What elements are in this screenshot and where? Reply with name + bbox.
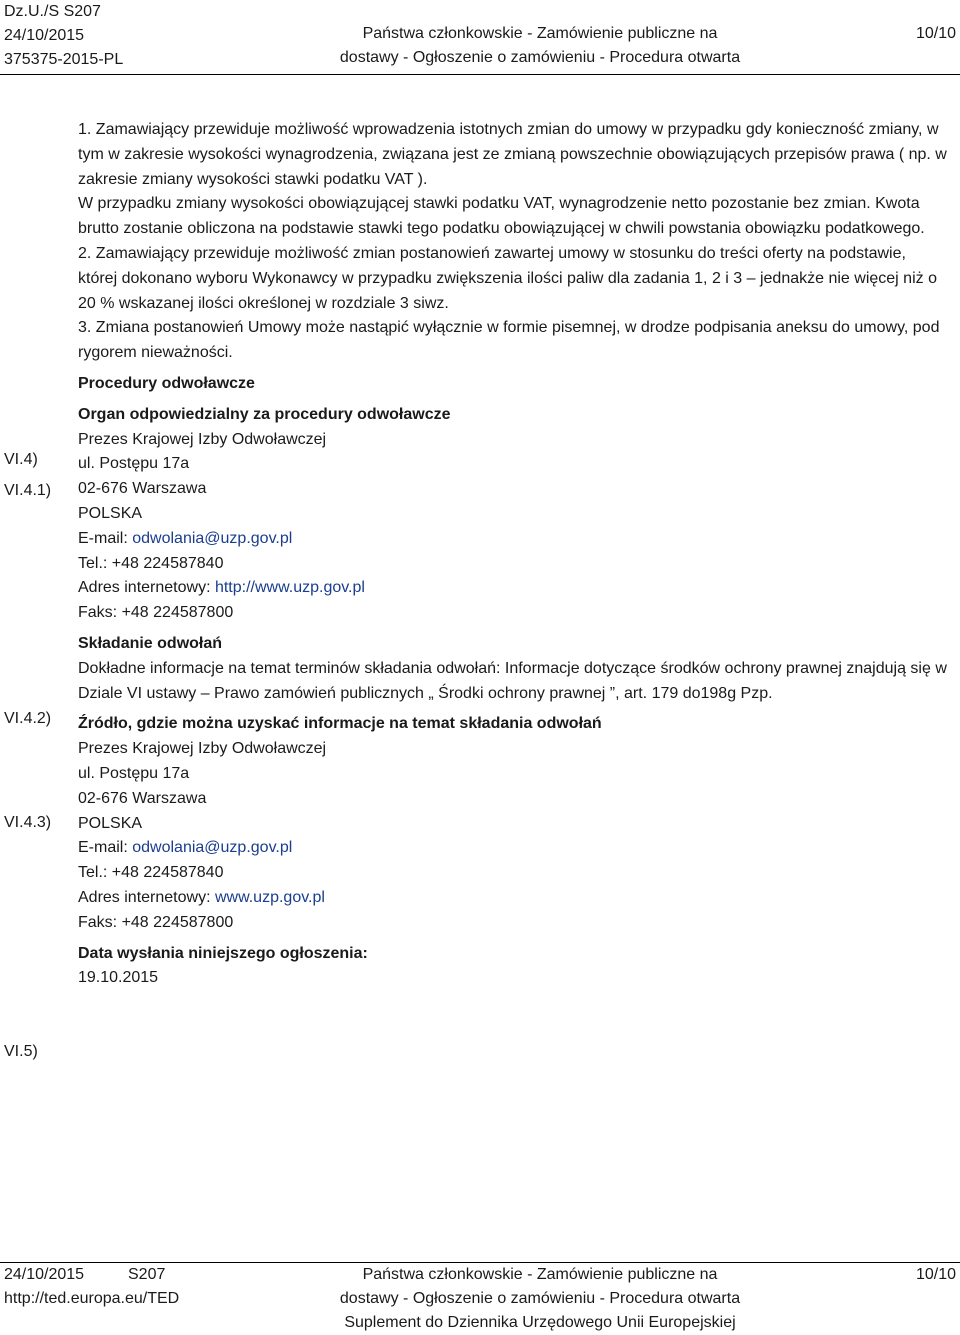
email-label: E-mail: xyxy=(78,839,133,857)
footer-title-line2: dostawy - Ogłoszenie o zamówieniu - Procedura otwarta xyxy=(339,1290,741,1307)
header-date: 24/10/2015 xyxy=(4,27,85,44)
section-label-vi41: VI.4.1) xyxy=(4,482,52,499)
document-body xyxy=(78,118,948,991)
tel-label: Tel.: xyxy=(78,554,112,572)
web-label: Adres internetowy: xyxy=(78,888,215,906)
footer-s207: S207 xyxy=(128,1266,166,1283)
vi5-date: 19.10.2015 xyxy=(78,969,159,987)
vi43-email-link[interactable]: odwolania@uzp.gov.pl xyxy=(132,839,293,857)
web-label: Adres internetowy: xyxy=(78,579,215,597)
vi43-heading: Źródło, gdzie można uzyskać informacje na temat składania odwołań xyxy=(78,715,602,733)
vi41-heading: Organ odpowiedzialny za procedury odwoławcze xyxy=(78,405,451,423)
footer-url: http://ted.europa.eu/TED xyxy=(4,1290,180,1307)
vi42-text: Dokładne informacje na temat terminów składania odwołań: Informacje dotyczące środków ochrony prawnej znajdują się w Dziale VI ustawy – Prawo zamówień publicznych „ Środki ochrony prawnej ”, art. 179 do198g Pzp. xyxy=(78,659,947,702)
vi41-email-link[interactable]: odwolania@uzp.gov.pl xyxy=(132,529,293,547)
page-footer xyxy=(0,1263,960,1334)
footer-date: 24/10/2015 xyxy=(4,1266,85,1283)
vi41-web-link[interactable]: http://www.uzp.gov.pl xyxy=(214,579,365,597)
footer-title xyxy=(260,1263,820,1335)
section-label-vi5: VI.5) xyxy=(4,1043,38,1060)
intro-paragraph-2: W przypadku zmiany wysokości obowiązującej stawki podatku VAT, wynagrodzenie netto pozostanie bez zmian. Kwota brutto zostanie obliczona na podstawie stawki tego podatku obowiązującej w chwili powstania obowiązku podatkowego. xyxy=(78,195,925,238)
vi43-tel-value: +48 224587840 xyxy=(111,864,224,882)
header-left xyxy=(4,0,123,72)
vi5-heading: Data wysłania niniejszego ogłoszenia: xyxy=(78,944,368,962)
vi41-street: ul. Postępu 17a xyxy=(78,455,190,473)
email-label: E-mail: xyxy=(78,529,133,547)
vi43-name: Prezes Krajowej Izby Odwoławczej xyxy=(78,740,327,758)
vi41-country: POLSKA xyxy=(78,504,143,522)
header-title-line1: Państwa członkowskie - Zamówienie publiczne na xyxy=(362,25,718,42)
page-header xyxy=(0,0,960,74)
vi43-fax-row xyxy=(78,911,948,936)
vi41-tel-value: +48 224587840 xyxy=(111,554,224,572)
header-page-number: 10/10 xyxy=(915,25,956,42)
vi43-tel-row xyxy=(78,861,948,886)
vi41-fax-value: +48 224587800 xyxy=(121,604,234,622)
section-label-vi42: VI.4.2) xyxy=(4,710,52,727)
section-label-vi4: VI.4) xyxy=(4,451,38,468)
header-title xyxy=(260,22,820,70)
vi42-heading: Składanie odwołań xyxy=(78,634,223,652)
footer-title-line3: Suplement do Dziennika Urzędowego Unii Europejskiej xyxy=(344,1314,736,1331)
vi43-web-link[interactable]: www.uzp.gov.pl xyxy=(214,888,325,906)
vi41-web-row xyxy=(78,576,948,601)
vi41-fax-row xyxy=(78,601,948,626)
vi43-web-row xyxy=(78,886,948,911)
intro-paragraph-1: 1. Zamawiający przewiduje możliwość wprowadzenia istotnych zmian do umowy w przypadku gdy konieczność zmiany, w tym w zakresie wysokości wynagrodzenia, związana jest ze zmianą powszechnie obowiązujących przepisów prawa ( np. w zakresie zmiany wysokości stawki podatku VAT ). xyxy=(78,121,947,188)
section-label-vi43: VI.4.3) xyxy=(4,814,52,831)
fax-label: Faks: xyxy=(78,604,122,622)
header-doc-id: 375375-2015-PL xyxy=(4,51,124,68)
footer-title-line1: Państwa członkowskie - Zamówienie publiczne na xyxy=(362,1266,718,1283)
vi43-email-row xyxy=(78,836,948,861)
footer-page-number: 10/10 xyxy=(915,1266,956,1283)
header-journal-ref: Dz.U./S S207 xyxy=(4,3,101,20)
footer-left xyxy=(4,1263,179,1311)
vi43-fax-value: +48 224587800 xyxy=(121,913,234,931)
vi43-country: POLSKA xyxy=(78,814,143,832)
vi43-street: ul. Postępu 17a xyxy=(78,764,190,782)
vi41-city: 02-676 Warszawa xyxy=(78,480,207,498)
vi4-heading: Procedury odwoławcze xyxy=(78,374,255,392)
vi41-email-row xyxy=(78,527,948,552)
vi41-name: Prezes Krajowej Izby Odwoławczej xyxy=(78,430,327,448)
vi41-tel-row xyxy=(78,552,948,577)
fax-label: Faks: xyxy=(78,913,122,931)
tel-label: Tel.: xyxy=(78,864,112,882)
intro-paragraph-4: 3. Zmiana postanowień Umowy może nastąpić wyłącznie w formie pisemnej, w drodze podpisania aneksu do umowy, pod rygorem nieważności. xyxy=(78,319,940,362)
vi43-city: 02-676 Warszawa xyxy=(78,789,207,807)
header-divider xyxy=(0,74,960,75)
header-title-line2: dostawy - Ogłoszenie o zamówieniu - Procedura otwarta xyxy=(339,49,741,66)
intro-paragraph-3: 2. Zamawiający przewiduje możliwość zmian postanowień zawartej umowy w stosunku do treści oferty na podstawie, której dokonano wyboru Wykonawcy w przypadku zwiększenia ilości paliw dla zadania 1, 2 i 3 – jednakże nie więcej niż o 20 % wskazanej ilości określonej w rozdziale 3 siwz. xyxy=(78,244,937,312)
